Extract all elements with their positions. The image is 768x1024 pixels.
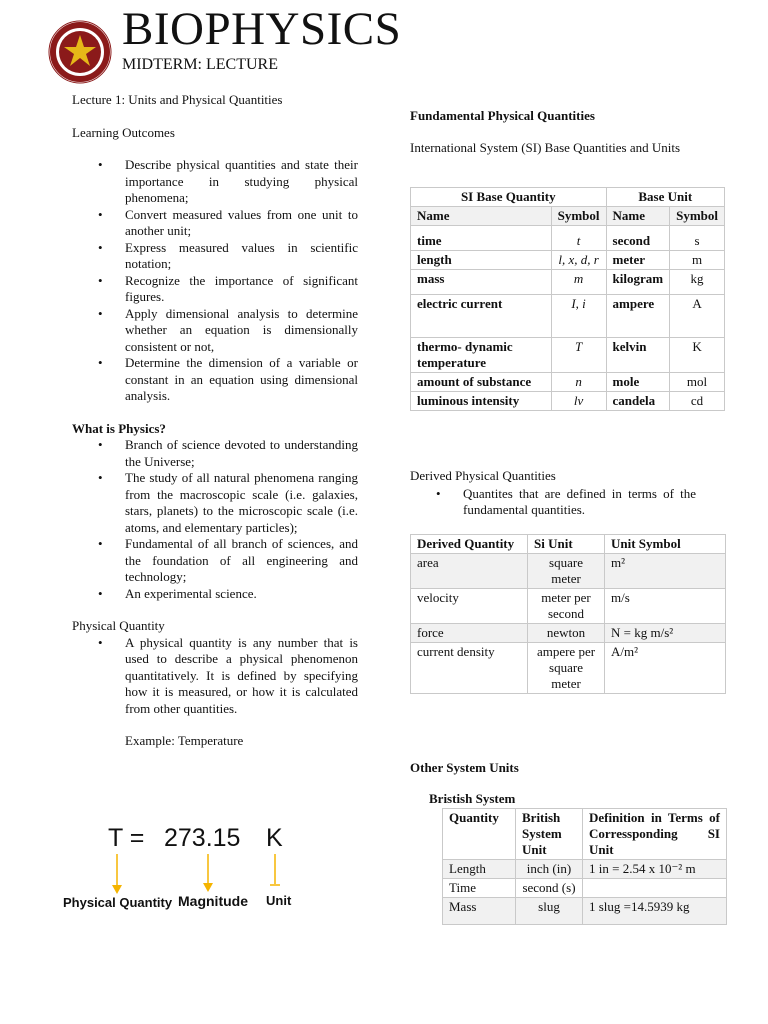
table-row <box>411 338 725 373</box>
page-subtitle: MIDTERM: LECTURE <box>122 56 278 73</box>
outcomes-list <box>72 157 358 405</box>
table-cell: 1 slug =14.5939 kg <box>583 898 727 925</box>
diagram-arrows <box>100 852 300 896</box>
list-item: • Quantites that are defined in terms of the fundamental quantities. <box>410 486 696 518</box>
list-item: • Apply dimensional analysis to determine whether an equation is dimensionally consistent or not, <box>72 306 358 356</box>
column-header: Symbol <box>551 207 606 226</box>
lecture-title: Lecture 1: Units and Physical Quantities <box>72 92 283 107</box>
table-cell: m <box>551 270 606 295</box>
table-row <box>443 860 727 879</box>
derived-table <box>410 534 726 694</box>
diagram-symbol: T = <box>108 824 145 852</box>
list-item: • A physical quantity is any number that is used to describe a physical phenomenon quantitatively. It is defined by specifying how it is measured, or how it is calculated from other quantities. <box>72 635 358 718</box>
quantity-arrowhead <box>112 885 122 894</box>
table-cell: mole <box>606 373 670 392</box>
derived-heading: Derived Physical Quantities <box>410 468 556 483</box>
outcomes-heading: Learning Outcomes <box>72 124 175 140</box>
table-cell: K <box>670 338 725 373</box>
table-row <box>411 554 726 589</box>
label-magnitude: Magnitude <box>178 893 248 909</box>
table-cell: I, i <box>551 295 606 338</box>
table-cell: electric current <box>411 295 552 338</box>
table-cell: length <box>411 251 552 270</box>
table-cell: l, x, d, r <box>551 251 606 270</box>
table-cell: cd <box>670 392 725 411</box>
physical-quantity-heading: Physical Quantity <box>72 618 165 633</box>
table-cell: ampere per square meter <box>528 643 605 694</box>
list-item: • Describe physical quantities and state their importance in studying physical phenomena; <box>72 157 358 207</box>
table-cell: A <box>670 295 725 338</box>
table-cell: ampere <box>606 295 670 338</box>
table-row <box>411 589 726 624</box>
derived-list <box>410 486 696 518</box>
table-cell: t <box>551 226 606 251</box>
table-cell: luminous intensity <box>411 392 552 411</box>
left-column <box>72 92 358 750</box>
table-cell: area <box>411 554 528 589</box>
british-table <box>442 808 727 925</box>
table-cell: Mass <box>443 898 516 925</box>
physical-quantity-list <box>72 635 358 718</box>
other-units-heading: Other System Units <box>410 760 519 775</box>
table-row <box>411 251 725 270</box>
table-row <box>411 392 725 411</box>
example-text: Example: Temperature <box>125 733 244 748</box>
table-cell: Time <box>443 879 516 898</box>
table-cell: second <box>606 226 670 251</box>
table-cell: square meter <box>528 554 605 589</box>
physics-heading: What is Physics? <box>72 420 166 436</box>
diagram-magnitude: 273.15 <box>164 824 241 852</box>
table-row <box>411 270 725 295</box>
table-cell <box>583 879 727 898</box>
table-cell: N = kg m/s² <box>605 624 726 643</box>
table-cell: thermo- dynamic temperature <box>411 338 552 373</box>
table-cell: T <box>551 338 606 373</box>
column-header: Quantity <box>443 809 516 860</box>
list-item: • Express measured values in scientific notation; <box>72 240 358 273</box>
table-row <box>411 373 725 392</box>
page-title: BIOPHYSICS <box>122 3 402 55</box>
column-header: Si Unit <box>528 535 605 554</box>
si-base-table <box>410 187 725 411</box>
column-header: Definition in Terms of Corressponding SI Unit <box>583 809 727 860</box>
table-cell: amount of substance <box>411 373 552 392</box>
table-cell: s <box>670 226 725 251</box>
table-cell: n <box>551 373 606 392</box>
table-cell: kg <box>670 270 725 295</box>
list-item: • Determine the dimension of a variable or constant in an equation using dimensional analysis. <box>72 355 358 405</box>
table-cell: inch (in) <box>516 860 583 879</box>
table-row <box>411 643 726 694</box>
physics-list <box>72 437 358 602</box>
table-row <box>443 898 727 925</box>
list-item: • The study of all natural phenomena ranging from the macroscopic scale (i.e. galaxies, stars, planets) to the microscopic scale (i.e. atoms, and elementary particles); <box>72 470 358 536</box>
table-cell: meter <box>606 251 670 270</box>
table-row <box>411 226 725 251</box>
table-group-header: Base Unit <box>606 188 724 207</box>
table-row <box>411 624 726 643</box>
table-cell: m² <box>605 554 726 589</box>
table-group-header: SI Base Quantity <box>411 188 607 207</box>
table-cell: time <box>411 226 552 251</box>
table-cell: m <box>670 251 725 270</box>
table-cell: lv <box>551 392 606 411</box>
table-cell: kilogram <box>606 270 670 295</box>
table-row <box>443 879 727 898</box>
list-item: • Recognize the importance of significant figures. <box>72 273 358 306</box>
list-item: • Fundamental of all branch of sciences, and the foundation of all engineering and technology; <box>72 536 358 586</box>
table-cell: kelvin <box>606 338 670 373</box>
si-intro: International System (SI) Base Quantities and Units <box>410 140 681 155</box>
column-header: British System Unit <box>516 809 583 860</box>
column-header: Unit Symbol <box>605 535 726 554</box>
fundamental-heading: Fundamental Physical Quantities <box>410 108 595 123</box>
table-cell: second (s) <box>516 879 583 898</box>
list-item: • An experimental science. <box>72 586 358 603</box>
magnitude-arrowhead <box>203 883 213 892</box>
table-cell: A/m² <box>605 643 726 694</box>
table-cell: candela <box>606 392 670 411</box>
table-cell: mass <box>411 270 552 295</box>
table-cell: Length <box>443 860 516 879</box>
table-cell: force <box>411 624 528 643</box>
label-unit: Unit <box>266 893 292 908</box>
label-physical-quantity: Physical Quantity <box>63 895 173 910</box>
table-cell: meter per second <box>528 589 605 624</box>
list-item: • Convert measured values from one unit to another unit; <box>72 207 358 240</box>
table-cell: m/s <box>605 589 726 624</box>
table-cell: slug <box>516 898 583 925</box>
list-item: • Branch of science devoted to understanding the Universe; <box>72 437 358 470</box>
table-row <box>411 295 725 338</box>
table-cell: velocity <box>411 589 528 624</box>
table-cell: newton <box>528 624 605 643</box>
table-cell: 1 in = 2.54 x 10⁻² m <box>583 860 727 879</box>
university-seal <box>48 20 112 84</box>
column-header: Name <box>411 207 552 226</box>
column-header: Name <box>606 207 670 226</box>
column-header: Symbol <box>670 207 725 226</box>
table-cell: mol <box>670 373 725 392</box>
table-cell: current density <box>411 643 528 694</box>
diagram-unit: K <box>266 824 283 852</box>
british-heading: Bristish System <box>429 791 516 806</box>
column-header: Derived Quantity <box>411 535 528 554</box>
